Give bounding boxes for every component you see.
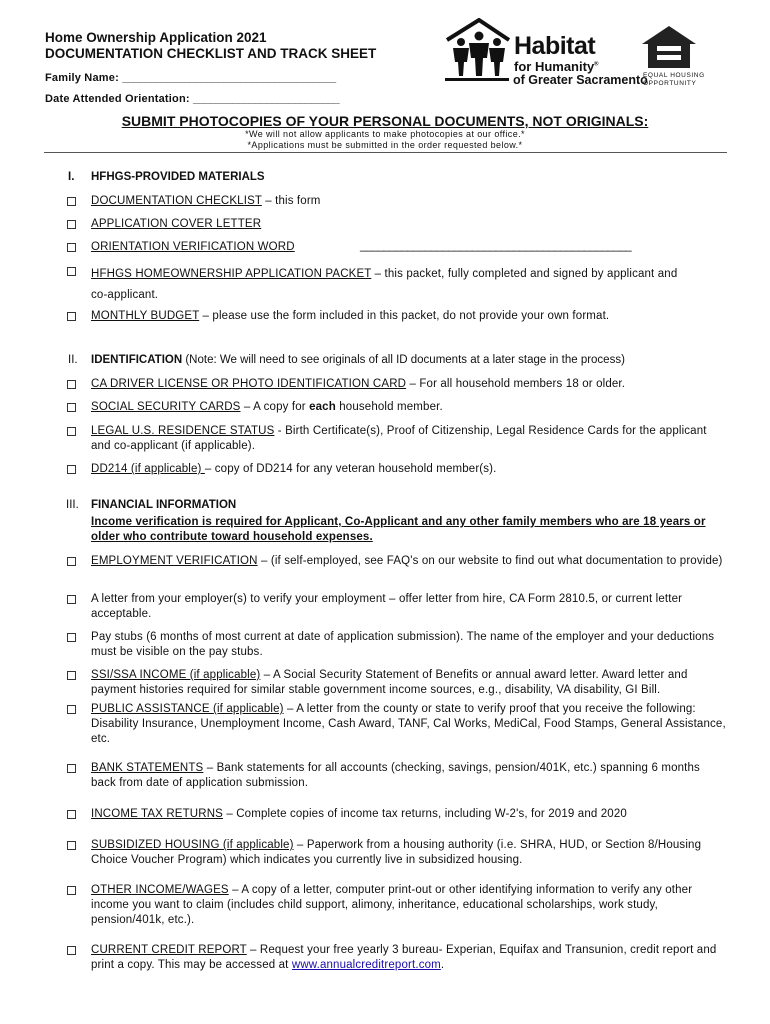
registered-mark: ® (594, 61, 599, 68)
item-text: – Bank statements for all accounts (checking, savings, pension/401K, etc.) spanning 6 months back from date of application submission. (91, 762, 700, 789)
list-item (91, 883, 726, 928)
item-label: MONTHLY BUDGET (91, 310, 200, 322)
item-text: – Complete copies of income tax returns, including W-2's, for 2019 and 2020 (222, 808, 627, 820)
item-label: SSI/SSA INCOME (if applicable) (91, 669, 261, 681)
credit-report-link[interactable]: www.annualcreditreport.com (291, 959, 441, 971)
item-text: – A copy of a letter, computer print-out or other identifying information to verify any other income you want to claim (includes child support, alimony, inheritance, educational scholarships, work study, pension/401k, etc.). (91, 884, 693, 926)
item-label: PUBLIC ASSISTANCE (if applicable) (91, 703, 284, 715)
equal-housing-icon (640, 24, 698, 70)
orientation-date-label: Date Attended Orientation: (45, 93, 190, 105)
checkbox[interactable] (67, 267, 76, 276)
divider (44, 152, 727, 153)
checkbox[interactable] (67, 633, 76, 642)
list-item (91, 462, 726, 477)
orientation-word-blank[interactable]: ______________________________________________ (360, 240, 632, 252)
checkbox[interactable] (67, 810, 76, 819)
list-item (91, 217, 726, 232)
item-text: A letter from your employer(s) to verify your employment – offer letter from hire, CA Form 2810.5, or current letter acceptable. (91, 593, 683, 620)
item-label: ORIENTATION VERIFICATION WORD (91, 241, 295, 253)
item-text: – A Social Security Statement of Benefits or annual award letter. Award letter and payment histories required for similar stable government income sources, e.g., disability, VA disability, GI Bill. (91, 669, 688, 696)
list-item (91, 554, 726, 569)
checkbox[interactable] (67, 671, 76, 680)
checkbox[interactable] (67, 403, 76, 412)
section-1-number: I. (68, 171, 75, 183)
item-label: SUBSIDIZED HOUSING (if applicable) (91, 839, 294, 851)
item-label: OTHER INCOME/WAGES (91, 884, 229, 896)
item-label: DD214 (if applicable) (91, 463, 205, 475)
list-item (91, 309, 726, 324)
section-2-note: (Note: We will need to see originals of all ID documents at a later stage in the process) (182, 354, 625, 366)
item-text: – A copy for (240, 401, 310, 413)
item-label: HFHGS HOMEOWNERSHIP APPLICATION PACKET (91, 268, 372, 280)
section-1-title: HFHGS-PROVIDED MATERIALS (91, 171, 265, 183)
list-item (91, 264, 726, 306)
list-item (91, 807, 726, 822)
item-label: CA DRIVER LICENSE OR PHOTO IDENTIFICATION CARD (91, 378, 407, 390)
section-3-subtitle: Income verification is required for Applicant, Co-Applicant and any other family members who are 18 years or older who contribute toward household expenses. (91, 516, 706, 543)
checkbox[interactable] (67, 427, 76, 436)
logo-line2: for Humanity® (514, 59, 599, 74)
photocopy-note: *We will not allow applicants to make photocopies at our office.* (245, 129, 525, 139)
item-label: APPLICATION COVER LETTER (91, 218, 262, 230)
item-emphasis: each (309, 401, 336, 413)
checkbox[interactable] (67, 841, 76, 850)
list-item (91, 377, 726, 392)
list-item (91, 668, 726, 698)
item-text: – (if self-employed, see FAQ's on our website to find out what documentation to provide) (257, 555, 723, 567)
item-text-after: . (440, 959, 445, 971)
list-item (91, 838, 726, 868)
item-text: – Paperwork from a housing authority (i.e. SHRA, HUD, or Section 8/Housing Choice Voucher Program) which indicates you currently live in subsidized housing. (91, 839, 702, 866)
section-3-title: FINANCIAL INFORMATION (91, 499, 237, 511)
logo-name: Habitat (514, 32, 596, 60)
checkbox[interactable] (67, 557, 76, 566)
list-item (91, 702, 726, 747)
item-text: Pay stubs (6 months of most current at date of application submission). The name of the employer and your deductions must be visible on the pay stubs. (91, 631, 715, 658)
item-text: – this form (261, 195, 321, 207)
checkbox[interactable] (67, 243, 76, 252)
section-2-heading (91, 354, 625, 366)
item-text-continued: co-applicant. (91, 289, 159, 301)
checkbox[interactable] (67, 705, 76, 714)
checkbox[interactable] (67, 946, 76, 955)
logo-line3: of Greater Sacramento (513, 73, 648, 87)
list-item (91, 400, 726, 415)
list-item (91, 424, 726, 454)
item-text-after: household member. (335, 401, 443, 413)
checkbox[interactable] (67, 220, 76, 229)
list-item (91, 761, 726, 791)
list-item (91, 630, 726, 660)
item-text: – copy of DD214 for any veteran household member(s). (204, 463, 497, 475)
photocopy-heading: SUBMIT PHOTOCOPIES OF YOUR PERSONAL DOCUMENTS, NOT ORIGINALS: (121, 113, 649, 129)
family-name-label: Family Name: (45, 72, 119, 84)
item-label: INCOME TAX RETURNS (91, 808, 223, 820)
item-text: – A letter from the county or state to verify proof that you receive the following: Disability Insurance, Unemployment Income, Cash Award, TANF, Cal Works, MediCal, Food Stamps, General Assistance, etc. (91, 703, 726, 745)
checkbox[interactable] (67, 380, 76, 389)
document-title: Home Ownership Application 2021 (45, 30, 267, 45)
section-2-title: IDENTIFICATION (91, 354, 183, 366)
list-item (91, 194, 726, 209)
family-name-blank[interactable]: ______________________________________ (122, 72, 336, 84)
item-label: DOCUMENTATION CHECKLIST (91, 195, 262, 207)
family-name-field[interactable] (45, 72, 336, 84)
item-label: EMPLOYMENT VERIFICATION (91, 555, 258, 567)
item-text: - Birth Certificate(s), Proof of Citizenship, Legal Residence Cards for the applicant and co-applicant (if applicable). (91, 425, 707, 452)
list-item (91, 943, 726, 973)
checkbox[interactable] (67, 886, 76, 895)
item-text: – please use the form included in this packet, do not provide your own format. (199, 310, 610, 322)
checkbox[interactable] (67, 197, 76, 206)
equal-housing-text (643, 72, 705, 87)
item-text: – this packet, fully completed and signed by applicant and (371, 268, 678, 280)
item-label: LEGAL U.S. RESIDENCE STATUS (91, 425, 275, 437)
item-text: – Request your free yearly 3 bureau- Experian, Equifax and Transunion, credit report and print a copy. This may be accessed at (91, 944, 717, 971)
item-label: SOCIAL SECURITY CARDS (91, 401, 241, 413)
orientation-date-blank[interactable]: __________________________ (193, 93, 340, 105)
item-text: – For all household members 18 or older. (406, 378, 626, 390)
order-note: *Applications must be submitted in the order requested below.* (247, 140, 523, 150)
section-3-number: III. (66, 499, 79, 511)
equal-housing-line2: OPPORTUNITY (643, 79, 697, 87)
checkbox[interactable] (67, 764, 76, 773)
list-item (91, 592, 726, 622)
checkbox[interactable] (67, 312, 76, 321)
equal-housing-line1: EQUAL HOUSING (643, 72, 705, 79)
document-subtitle: DOCUMENTATION CHECKLIST AND TRACK SHEET (45, 46, 377, 61)
checkbox[interactable] (67, 595, 76, 604)
item-label: BANK STATEMENTS (91, 762, 204, 774)
checkbox[interactable] (67, 465, 76, 474)
section-2-number: II. (68, 354, 78, 366)
orientation-date-field[interactable] (45, 93, 339, 105)
item-label: CURRENT CREDIT REPORT (91, 944, 247, 956)
